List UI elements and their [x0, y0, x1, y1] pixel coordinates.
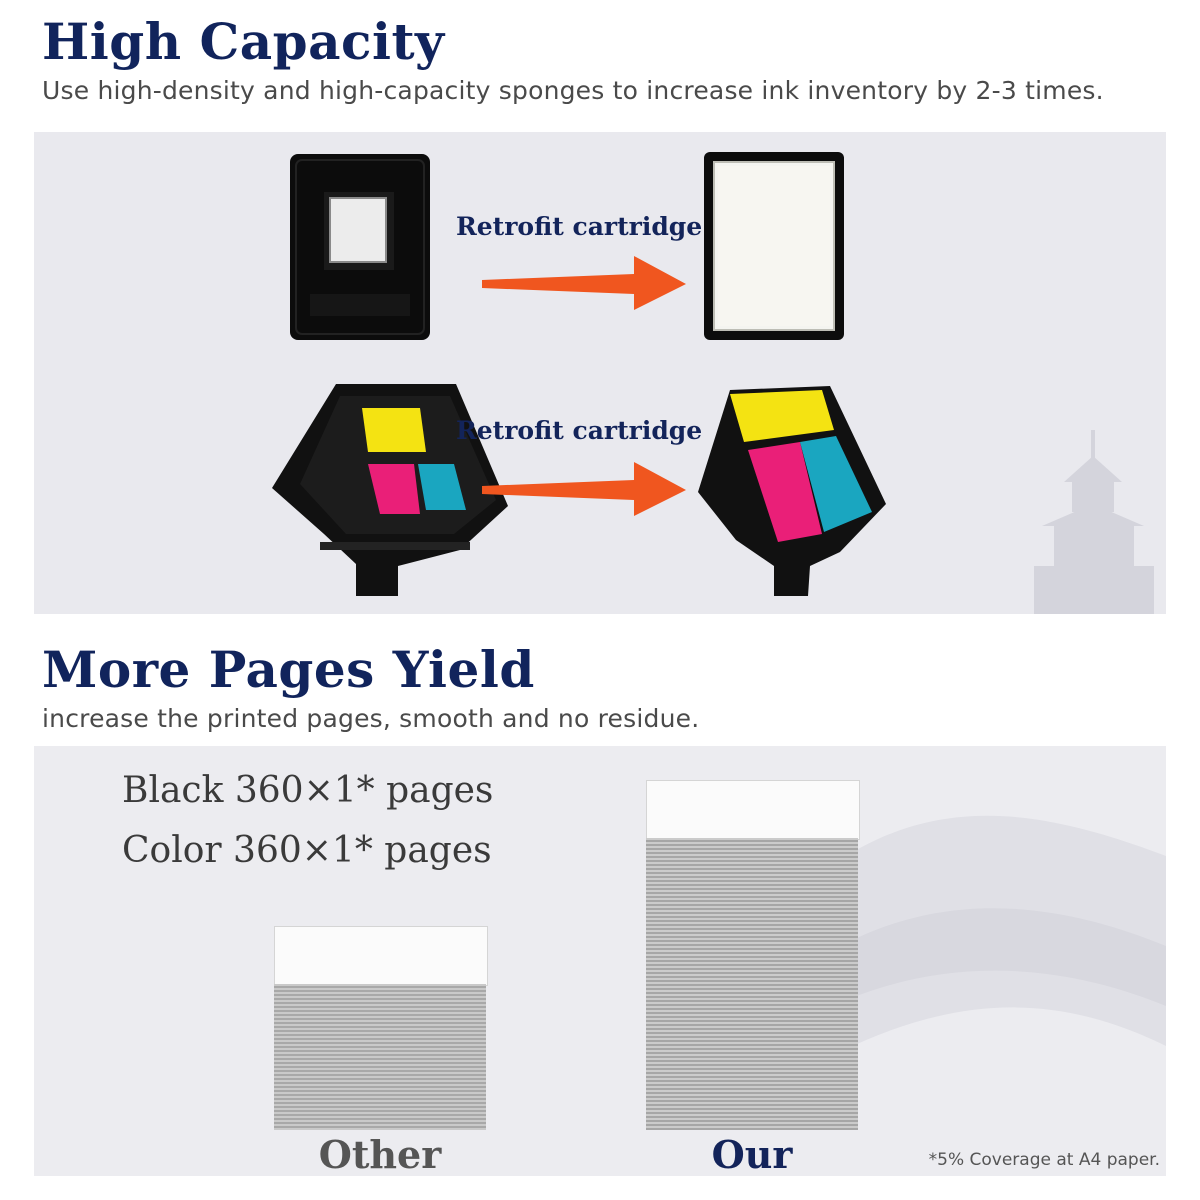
retrofit-label-black: Retrofit cartridge	[456, 212, 703, 241]
high-capacity-title: High Capacity	[42, 12, 445, 71]
building-watermark-icon	[1024, 422, 1164, 614]
more-pages-title: More Pages Yield	[42, 640, 535, 699]
arrow-right-icon-color	[482, 462, 692, 516]
other-stack-edges	[274, 984, 486, 1130]
our-stack-edges	[646, 838, 858, 1130]
color-pages-stat: Color 360×1* pages	[122, 830, 492, 871]
retrofit-label-color: Retrofit cartridge	[456, 416, 703, 445]
other-stack-top-sheet	[274, 926, 488, 986]
other-paper-stack	[274, 926, 486, 1130]
high-capacity-subtitle: Use high-density and high-capacity sponges to increase ink inventory by 2-3 times.	[42, 76, 1104, 105]
black-cartridge-original-icon	[290, 154, 430, 340]
high-capacity-panel	[34, 132, 1166, 614]
more-pages-panel	[34, 746, 1166, 1176]
our-paper-stack	[646, 780, 858, 1130]
arrow-right-icon-black	[482, 256, 692, 310]
black-cartridge-retrofit-icon	[704, 152, 844, 340]
black-pages-stat: Black 360×1* pages	[122, 770, 494, 811]
more-pages-subtitle: increase the printed pages, smooth and no residue.	[42, 704, 700, 733]
our-label: Our	[711, 1132, 793, 1176]
other-label: Other	[318, 1132, 442, 1176]
coverage-footnote: *5% Coverage at A4 paper.	[928, 1150, 1160, 1170]
our-stack-top-sheet	[646, 780, 860, 840]
color-cartridge-retrofit-icon	[690, 384, 890, 596]
